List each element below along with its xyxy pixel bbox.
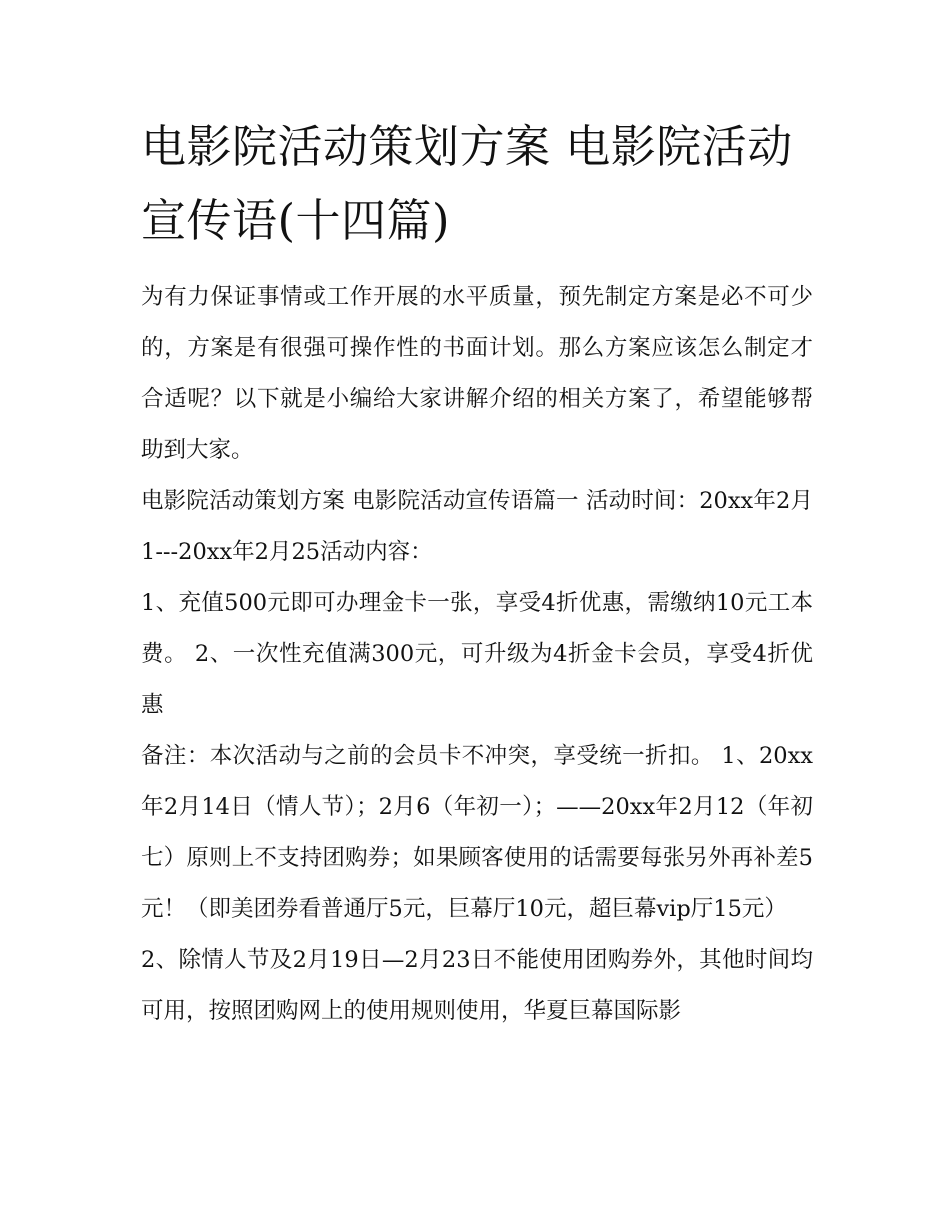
- paragraph-group-voucher-rules: 2、除情人节及2月19日—2月23日不能使用团购券外，其他时间均可用，按照团购网上的使用规则使用，华夏巨幕国际影: [141, 947, 813, 1024]
- document-body: [141, 110, 813, 1037]
- paragraph-activity-time: 电影院活动策划方案 电影院活动宣传语篇一 活动时间：20xx年2月1---20xx年2月25活动内容：: [141, 488, 813, 565]
- document-title: 电影院活动策划方案 电影院活动宣传语(十四篇): [141, 120, 793, 247]
- paragraph-remarks: 备注：本次活动与之前的会员卡不冲突，享受统一折扣。 1、20xx年2月14日（情人节）；2月6（年初一）；——20xx年2月12（年初七）原则上不支持团购券；如果顾客使用的话需要每张另外再补差5元！（即美团券看普通厅5元，巨幕厅10元，超巨幕vip厅15元）: [141, 743, 813, 922]
- paragraph-recharge-offer: 1、充值500元即可办理金卡一张，享受4折优惠，需缴纳10元工本费。 2、一次性充值满300元，可升级为4折金卡会员，享受4折优惠: [141, 590, 813, 718]
- paragraph-intro: 为有力保证事情或工作开展的水平质量，预先制定方案是必不可少的，方案是有很强可操作性的书面计划。那么方案应该怎么制定才合适呢？以下就是小编给大家讲解介绍的相关方案了，希望能够帮助到大家。: [141, 284, 813, 463]
